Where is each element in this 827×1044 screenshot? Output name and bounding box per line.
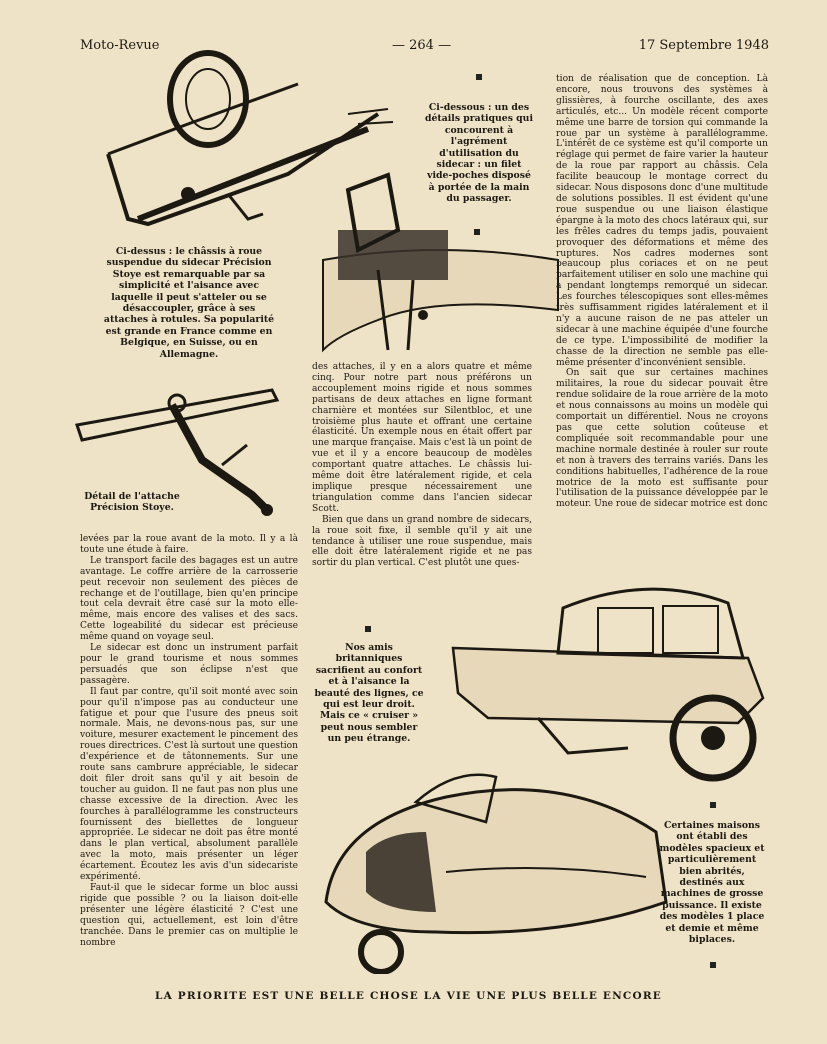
paragraph: Le sidecar est donc un instrument parfait pour le grand tourisme et nous sommes persuadés que son éclipse n'est que passagère. xyxy=(80,643,298,686)
article-column-3 xyxy=(556,74,768,510)
paragraph: Le transport facile des bagages est un autre avantage. Le coffre arrière de la carrosserie peut recevoir non seulement des pièces de rechange et de l'outillage, bien qu'en principe tout cela devrait être casé sur la moto elle-même, mais encore des valises et des sacs. Cette logeabilité du sidecar est précieuse même quand on voyage seul. xyxy=(80,555,298,643)
paragraph: Bien que dans un grand nombre de sidecars, la roue soit fixe, il semble qu'il y ait une tendance à utiliser une roue suspendue, mais elle doit être latéralement rigide et ne pas sortir du plan vertical. C'est plutôt une ques- xyxy=(312,514,532,569)
footer-slogan: LA PRIORITE EST UNE BELLE CHOSE LA VIE UNE PLUS BELLE ENCORE xyxy=(155,990,662,1002)
paragraph: levées par la roue avant de la moto. Il y a là toute une étude à faire. xyxy=(80,534,298,555)
caption-spacious-models: Certaines maisons ont établi des modèles spacieux et particulièrement bien abrités, destinés aux machines de grosse puissance. Il existe des modèles 1 place et demie et même biplaces. xyxy=(659,820,765,946)
header-magazine-name: Moto-Revue xyxy=(80,38,160,53)
streamlined-sidecar-illustration xyxy=(316,762,672,974)
article-column-1 xyxy=(80,534,298,948)
paragraph: Faut-il que le sidecar forme un bloc aussi rigide que possible ? ou la liaison doit-elle présenter une légère élasticité ? C'est une question qui, actuellement, est loin d'être tranchée. Dans le premier cas on multiplie le nombre xyxy=(80,883,298,948)
section-mark xyxy=(365,626,371,632)
british-cruiser-sidecar-illustration xyxy=(448,578,772,783)
caption-luggage-net: Ci-dessous : un des détails pratiques qui concourent à l'agrément d'utilisation du sidecar : un filet vide-poches disposé à portée de la main du passager. xyxy=(425,102,533,205)
paragraph: On sait que sur certaines machines militaires, la roue du sidecar pouvait être rendue solidaire de la roue arrière de la moto et nous connaissons au moins un modèle qui comportait un différentiel. Nous ne croyons pas que cette solution coûteuse et compliquée soit recommandable pour une machine normale destinée à rouler sur route et non à travers des terrains variés. Dans les conditions habituelles, l'adhérence de la roue motrice de la moto est suffisante pour l'utilisation de la puissance développée par le moteur. Une roue de sidecar motrice est donc xyxy=(556,368,768,510)
section-mark xyxy=(474,229,480,235)
section-mark xyxy=(476,74,482,80)
paragraph: Il faut par contre, qu'il soit monté avec soin pour qu'il n'impose pas au conducteur une fatigue et pour que l'usure des pneus soit normale. Mais, ne devons-nous pas, sur une voiture, mesurer exactement le pincement des roues directrices. C'est là surtout une question d'expérience et de tâtonnements. Sur une route sans cambrure appréciable, le sidecar doit filer droit sans qu'il y ait besoin de toucher au guidon. Il ne faut pas non plus une chasse excessive de la direction. Avec les fourches à parallélogramme les constructeurs fournissent des biellettes de longueur appropriée. Le sidecar ne doit pas être monté dans le plan vertical, absolument parallèle avec la moto, mais présenter un léger écartement. Écoutez les avis d'un sidecariste expérimenté. xyxy=(80,686,298,883)
caption-british-cruiser: Nos amis britanniques sacrifient au confort et à l'aisance la beauté des lignes, ce qui est leur droit. Mais ce « cruiser » peut nous sembler un peu étrange. xyxy=(314,642,424,745)
section-mark xyxy=(710,962,716,968)
section-mark xyxy=(710,802,716,808)
caption-attachment: Détail de l'attache Précision Stoye. xyxy=(84,491,180,514)
paragraph: des attaches, il y en a alors quatre et même cinq. Pour notre part nous préférons un accouplement moins rigide et nous sommes partisans de deux attaches en ligne formant charnière et montées sur Silentbloc, et une troisième plus haute et offrant une certaine élasticité. Un exemple nous en était offert par une marque française. Mais c'est là un point de vue et il y a encore beaucoup de modèles comportant quatre attaches. Le châssis lui-même doit être latéralement rigide, et cela implique presque nécessairement une triangulation comme dans l'ancien sidecar Scott. xyxy=(312,362,532,514)
caption-chassis: Ci-dessus : le châssis à roue suspendue du sidecar Précision Stoye est remarquable par sa simplicité et l'aisance avec laquelle il peut s'atteler ou se désaccoupler, grâce à ses attaches à rotules. Sa popularité est grande en France comme en Belgique, en Suisse, ou en Allemagne. xyxy=(103,246,275,360)
header-page-number: — 264 — xyxy=(392,38,452,53)
header-date: 17 Septembre 1948 xyxy=(638,38,769,53)
article-column-2 xyxy=(312,362,532,569)
paragraph: tion de réalisation que de conception. Là encore, nous trouvons des systèmes à glissières, à fourche oscillante, des axes articulés, etc... Un modèle récent comporte même une barre de torsion qui commande la roue par un système à parallélogramme. L'intérêt de ce système est qu'il comporte un réglage qui permet de faire varier la hauteur de la roue par rapport au châssis. Cela facilite beaucoup le montage correct du sidecar. Nous disposons donc d'une multitude de solutions possibles. Il est évident qu'une roue suspendue ou une liaison élastique épargne à la moto des chocs latéraux qui, sur les frêles cadres du temps jadis, pouvaient provoquer des déformations et même des ruptures. Nos cadres modernes sont beaucoup plus coriaces et on ne peut parfaitement utiliser en solo une machine qui a pendant longtemps remorqué un sidecar. Les fourches télescopiques sont elles-mêmes très suffisamment rigides latéralement et il n'y a aucune raison de ne pas atteler un sidecar à une machine équipée d'une fourche de ce type. L'impossibilité de modifier la chasse de la direction ne semble pas elle-même présenter d'inconvénient sensible. xyxy=(556,74,768,368)
